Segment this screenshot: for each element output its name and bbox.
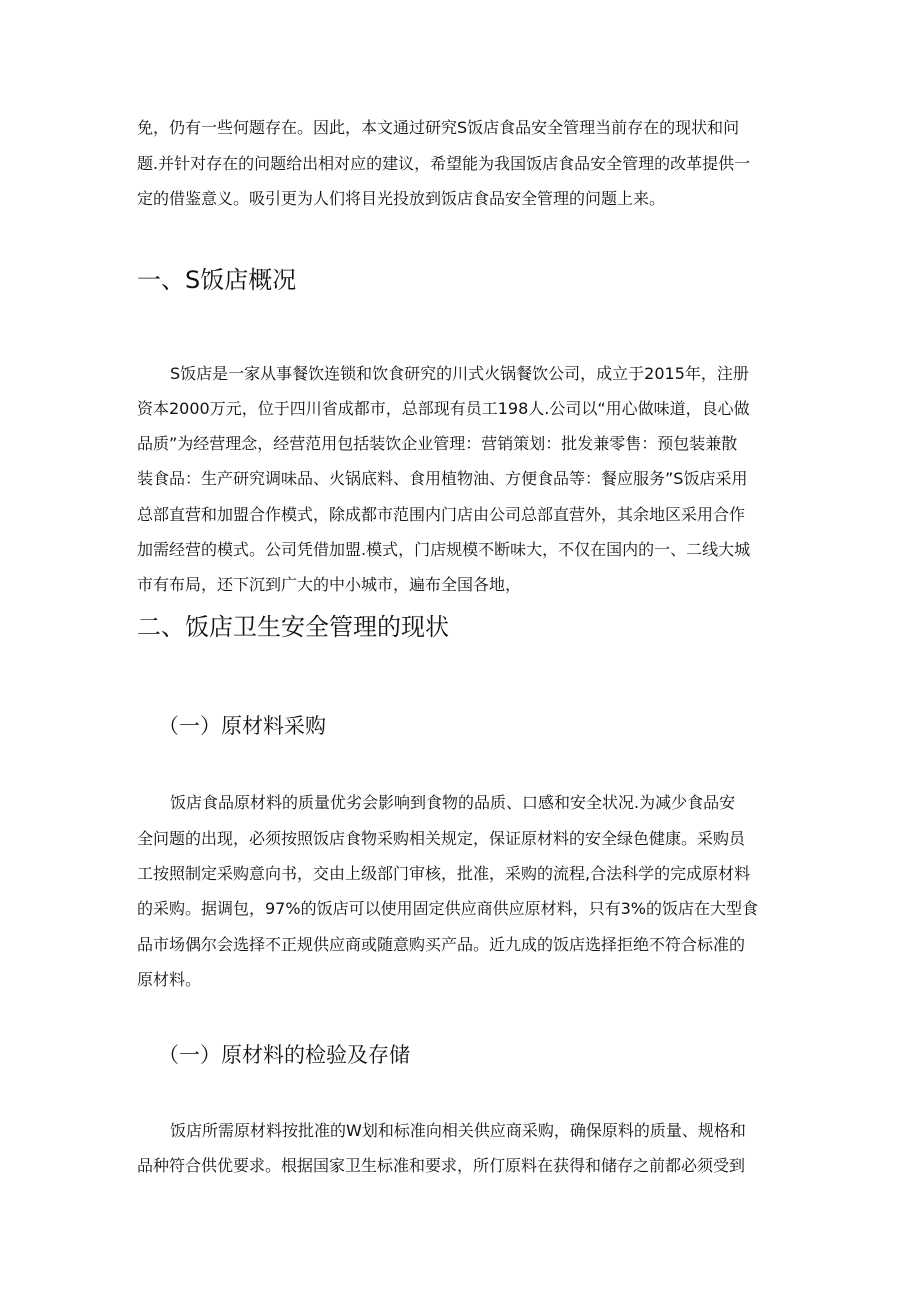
section2-heading: 二、饭店卫生安全管理的现状 (137, 613, 449, 641)
section1-line-4: 装食品：生产研究调味品、火锅底料、食用植物油、方便食品等：餐应服务”S饭店采用 (137, 469, 748, 488)
section1-line-7: 市有布局，还下沉到广大的中小城市，遍布全国各地， (137, 575, 522, 594)
subsection2-line-1: 饭店所需原材料按批准的W划和标准向相关供应商采购，确保原料的质量、规格和 (170, 1121, 746, 1140)
section1-line-5: 总部直营和加盟合作模式，除成都市范围内门店由公司总部直营外，其余地区采用合作 (137, 505, 746, 524)
subsection1-line-4: 的采购。据调包，97%的饭店可以使用固定供应商供应原材料，只有3%的饭店在大型食 (137, 899, 758, 918)
section1-line-6: 加需经营的模式。公司凭借加盟.模式，门店规模不断味大，不仅在国内的一、二线大城 (137, 540, 751, 559)
section1-line-3: 品质”为经营理念，经营范用包括装饮企业管理：营销策划：批发兼零售：预包装兼散 (137, 434, 738, 453)
subsection1-line-6: 原材料。 (137, 970, 202, 989)
subsection1-line-2: 全问题的出现，必须按照饭店食物采购相关规定，保证原材料的安全绿色健康。采购员 (137, 829, 746, 848)
intro-line-1: 免，仍有一些何题存在。因此，本文通过研究S饭店食品安全管理当前存在的现状和问 (137, 118, 740, 137)
subsection2-line-2: 品种符合供优要求。根据国家卫生标准和要求，所仃原料在获得和储存之前都必须受到 (137, 1156, 746, 1175)
section1-line-2: 资本2000万元，位于四川省成都市，总部现有员工198人.公司以“用心做味道，良心做 (137, 399, 750, 418)
intro-line-3: 定的借鉴意义。吸引更为人们将目光投放到饭店食品安全管理的问题上来。 (137, 189, 666, 208)
subsection1-line-1: 饭店食品原材料的质量优劣会影响到食物的品质、口感和安全状况.为减少食品安 (170, 793, 736, 812)
subsection1-line-5: 品市场偶尔会选择不正规供应商或随意购买产品。近九成的饭店选择拒绝不符合标准的 (137, 935, 746, 954)
subsection2-heading: （一）原材料的检验及存储 (158, 1043, 410, 1067)
subsection1-heading: （一）原材料采购 (158, 714, 326, 738)
intro-line-2: 题.并针对存在的问题给出相对应的建议，希望能为我国饭店食品安全管理的改革提供一 (137, 154, 751, 173)
section1-heading: 一、S饭店概况 (137, 266, 297, 294)
section1-line-1: S饭店是一家从事餐饮连锁和饮食研究的川式火锅餐饮公司，成立于2015年，注册 (170, 364, 749, 383)
subsection1-line-3: 工按照制定采购意向书，交由上级部门审核，批准，采购的流程,合法科学的完成原材料 (137, 864, 751, 883)
